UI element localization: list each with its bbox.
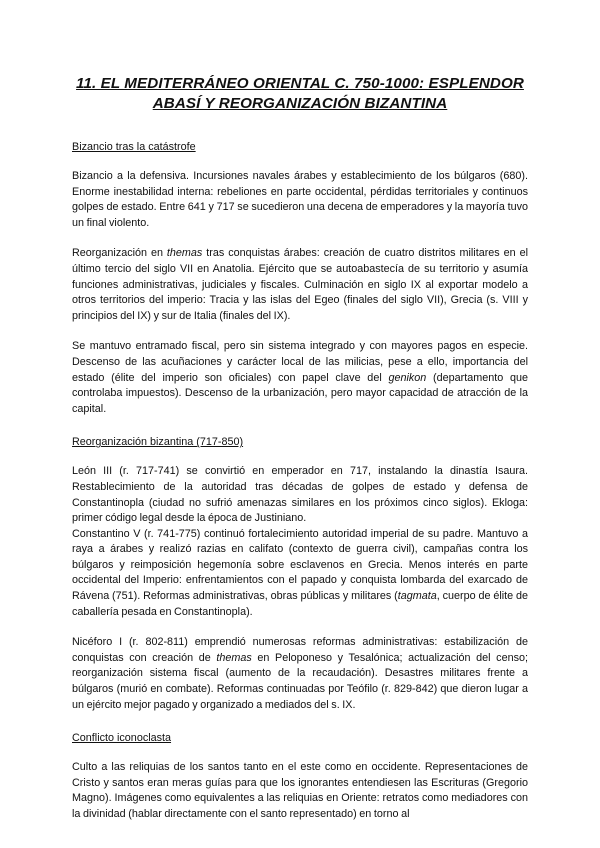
paragraph: Se mantuvo entramado fiscal, pero sin sistema integrado y con mayores pagos en especie. Descenso de las acuñaciones y carácter local de las milicias, pese a ello, importancia del estado (élite del imperio son oficiales) con papel clave del genikon (departamento que controlaba impuestos). Descenso de la urbanización, pero mayor capacidad de atracción de la capital.: [72, 340, 529, 415]
title-line-2: ABASÍ Y REORGANIZACIÓN BIZANTINA: [152, 95, 448, 112]
section-heading-iconoclasta: Conflicto iconoclasta: [72, 732, 172, 745]
paragraph: Constantino V (r. 741-775) continuó fortalecimiento autoridad imperial de su padre. Mantuvo a raya a árabes y realizó razias en califato (contexto de guerra civil), campañas contra los búlgaros y reimposición hegemonía sobre esclavenos en Grecia. Menos interés en parte occidental del Imperio: enfrentamientos con el papado y conquista lombarda del exarcado de Rávena (751). Reformas administrativas, obras públicas y militares (tagmata, cuerpo de élite de caballería pesada en Constantinopla).: [72, 527, 528, 618]
paragraph: Culto a las reliquias de los santos tanto en el este como en occidente. Representaciones de Cristo y santos eran meras guías para que los ignorantes entendiesen las Escrituras (Gregorio Magno). Imágenes como equivalentes a las reliquias en Oriente: retratos como mediadores con la divinidad (hablar directamente con el santo representado) en torno al: [72, 761, 528, 820]
section-heading-bizancio: Bizancio tras la catástrofe: [72, 141, 196, 153]
emphasis-term: genikon: [388, 371, 427, 384]
title-line-1: 11. EL MEDITERRÁNEO ORIENTAL C. 750-1000: ESPLENDOR: [76, 75, 524, 92]
page-title: [72, 74, 528, 114]
emphasis-term: themas: [216, 651, 252, 664]
paragraph: Bizancio a la defensiva. Incursiones navales árabes y establecimiento de los búlgaros (680). Enorme inestabilidad interna: rebeliones en parte occidental, pérdidas territoriales y continuos golpes de estado. Entre 641 y 717 se sucedieron una decena de emperadores y la mayoría tuvo un final violento.: [72, 170, 528, 229]
paragraph: Nicéforo I (r. 802-811) emprendió numerosas reformas administrativas: estabilización de conquistas con creación de themas en Peloponeso y Tesalónica; actualización del censo; reorganización sistema fiscal (aumento de la recaudación). Desastres militares frente a búlgaros (murió en combate). Reformas continuadas por Teófilo (r. 829-842) que dieron lugar a un ejército mejor pagado y organizado a mediados del s. IX.: [72, 636, 528, 711]
paragraph: Reorganización en themas tras conquistas árabes: creación de cuatro distritos militares en el último tercio del siglo VII en Anatolia. Ejército que se autoabastecía de su territorio y asumía funciones administrativas, judiciales y fiscales. Culminación en siglo IX al exportar modelo a otros territorios del imperio: Tracia y las islas del Egeo (finales del siglo VII), Grecia (s. VIII y principios del IX) y sur de Italia (finales del IX).: [72, 247, 528, 322]
section-heading-reorganizacion: Reorganización bizantina (717-850): [72, 436, 244, 449]
emphasis-term: themas: [166, 247, 203, 260]
emphasis-term: tagmata: [397, 590, 437, 603]
paragraph: León III (r. 717-741) se convirtió en emperador en 717, instalando la dinastía Isaura. Restablecimiento de la autoridad tras décadas de golpes de estado y defensa de Constantinopla (ciudad no sufrió amenazas similares en los próximos cinco siglos). Ekloga: primer código legal desde la época de Justiniano.: [72, 465, 528, 525]
